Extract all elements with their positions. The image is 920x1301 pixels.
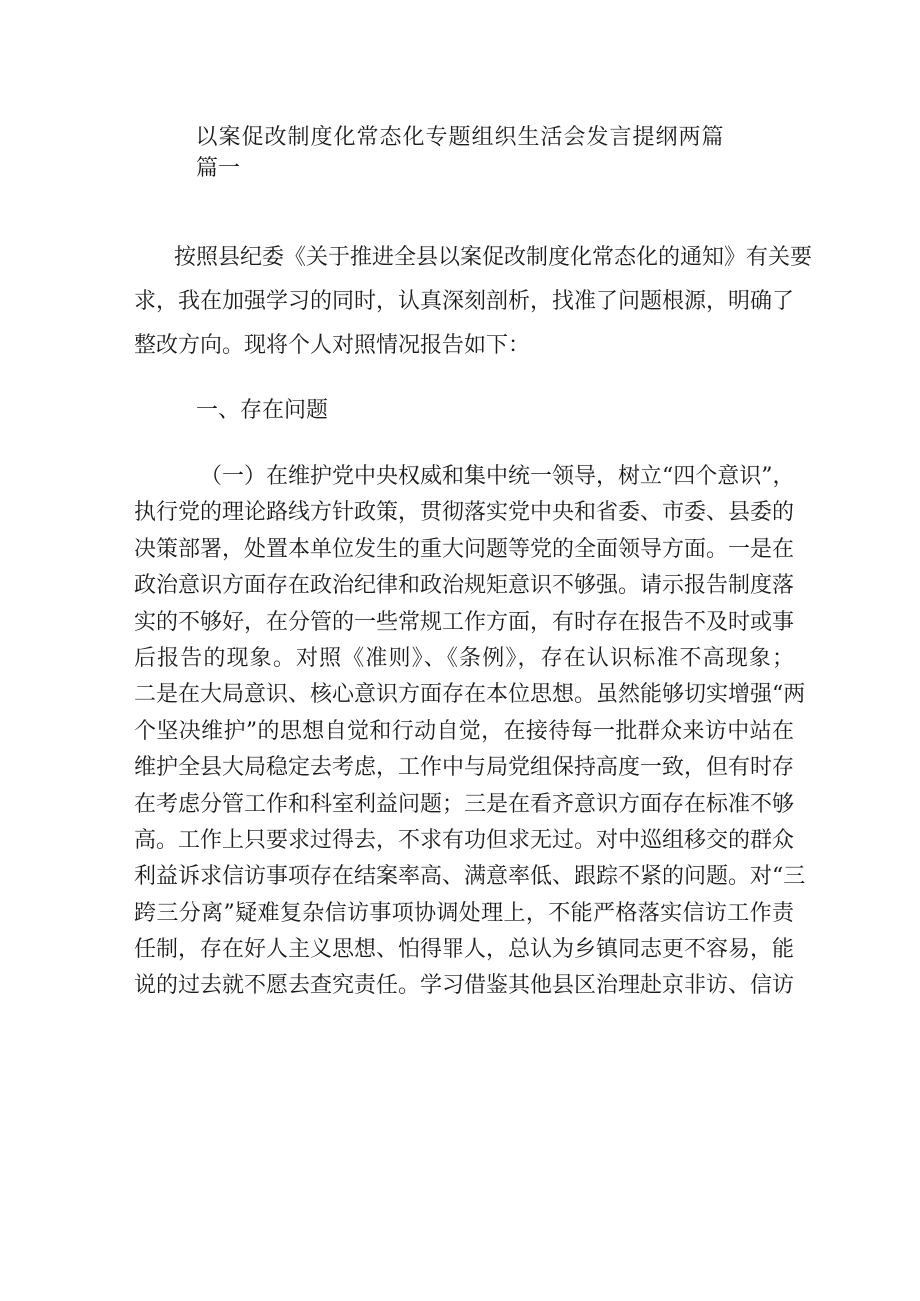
paragraph-line: 求，我在加强学习的同时，认真深刻剖析，找准了问题根源，明确了 [134,289,795,314]
paragraph-line: （一）在维护党中央权威和集中统一领导，树立“四个意识”， [200,464,795,489]
paragraph-line: 执行党的理论路线方针政策，贯彻落实党中央和省委、市委、县委的 [134,500,795,526]
paragraph-line: 政治意识方面存在政治纪律和政治规矩意识不够强。请示报告制度落 [134,573,795,599]
section-label: 篇一 [196,156,241,181]
paragraph-line: 维护全县大局稳定去考虑，工作中与局党组保持高度一致，但有时存 [134,755,795,781]
heading-problems: 一、存在问题 [196,398,329,423]
paragraph-line: 高。工作上只要求过得去，不求有功但求无过。对中巡组移交的群众 [134,827,795,853]
paragraph-line: 任制，存在好人主义思想、怕得罪人，总认为乡镇同志更不容易，能 [134,937,795,963]
document-title: 以案促改制度化常态化专题组织生活会发言提纲两篇 [195,125,725,150]
paragraph-line: 整改方向。现将个人对照情况报告如下： [134,333,531,358]
paragraph-line: 利益诉求信访事项存在结案率高、满意率低、跟踪不紧的问题。对“三 [134,864,806,890]
paragraph-line: 跨三分离”疑难复杂信访事项协调处理上，不能严格落实信访工作责 [134,900,794,926]
paragraph-line: 按照县纪委《关于推进全县以案促改制度化常态化的通知》有关要 [174,245,813,270]
paragraph-line: 说的过去就不愿去查究责任。学习借鉴其他县区治理赴京非访、信访 [134,973,795,999]
paragraph-line: 后报告的现象。对照《准则》、《条例》，存在认识标准不高现象； [134,645,794,671]
paragraph-line: 决策部署，处置本单位发生的重大问题等党的全面领导方面。一是在 [134,536,795,562]
paragraph-line: 在考虑分管工作和科室利益问题；三是在看齐意识方面存在标准不够 [134,791,795,817]
paragraph-line: 个坚决维护”的思想自觉和行动自觉，在接待每一批群众来访中站在 [134,718,794,744]
paragraph-line: 实的不够好，在分管的一些常规工作方面，有时存在报告不及时或事 [134,609,795,635]
item-one-paragraph [134,459,806,1005]
intro-paragraph [134,236,813,368]
paragraph-line: 二是在大局意识、核心意识方面存在本位思想。虽然能够切实增强“两 [134,682,806,708]
